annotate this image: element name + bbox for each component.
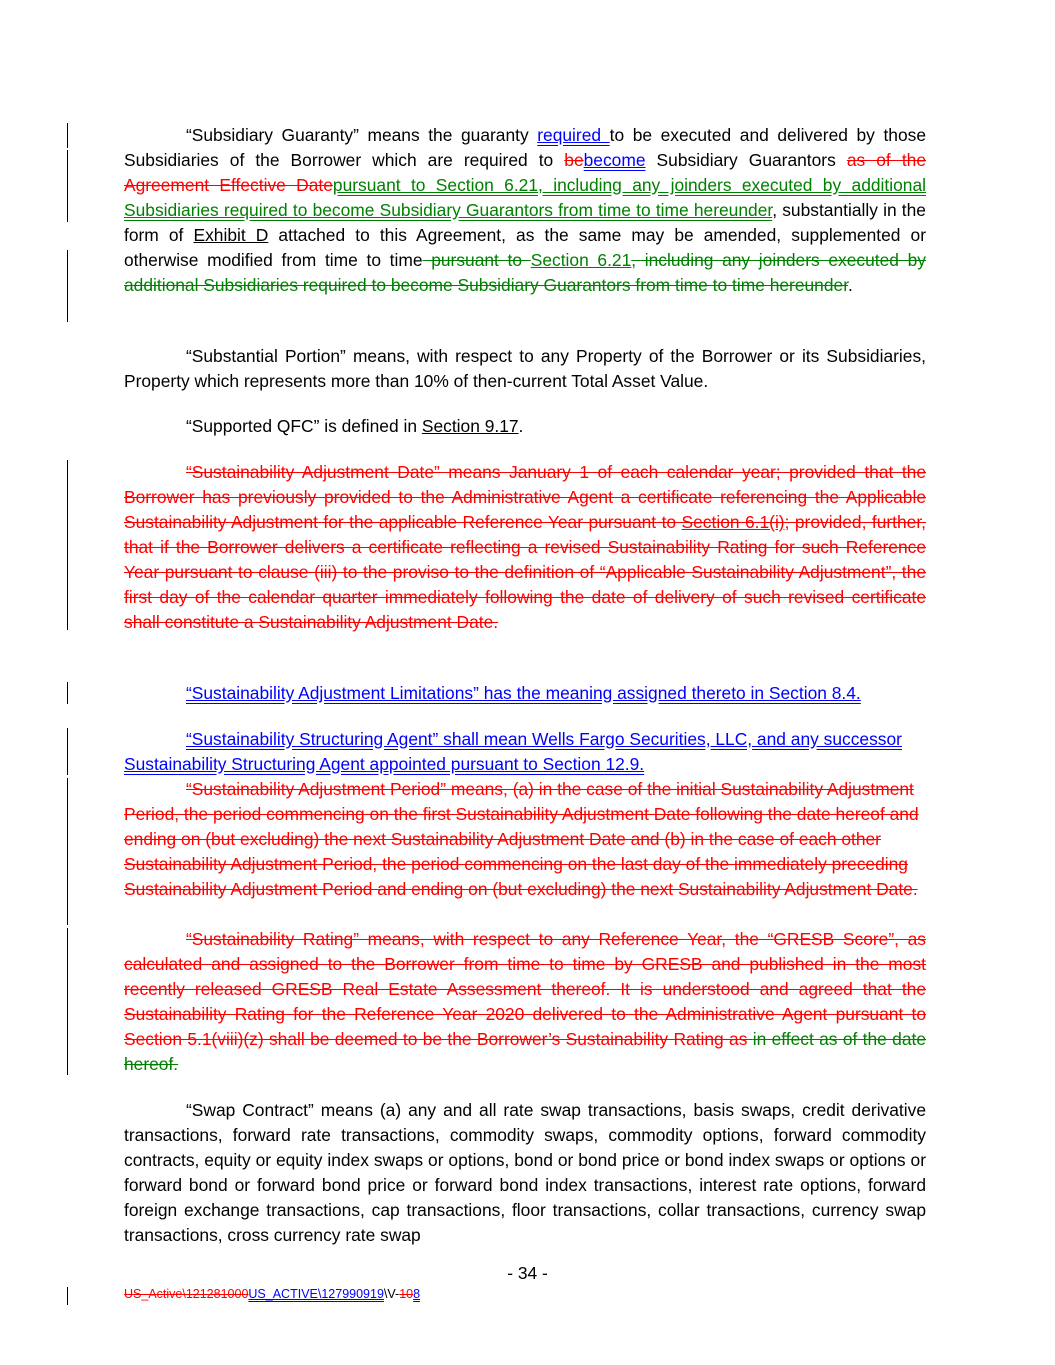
- inserted-text: become: [583, 150, 646, 170]
- definition-swap-contract: “Swap Contract” means (a) any and all rate swap transactions, basis swaps, credit derivative transactions, forward rate transactions, commodity swaps, commodity options, forward commodity contracts, equity or equity index swaps or options, bond or bond price or bond index swaps or options or forward bond or forward bond price or forward bond index transactions, interest rate options, forward foreign exchange transactions, cap transactions, floor transactions, collar transactions, currency swap transactions, cross currency rate swap: [124, 1100, 926, 1245]
- inserted-text: required: [537, 125, 610, 145]
- section-reference: Section 9.17: [421, 416, 519, 436]
- definition-substantial-portion: “Substantial Portion” means, with respect to any Property of the Borrower or its Subsidiaries, Property which represents more than 10% of then-current Total Asset Value.: [124, 346, 926, 391]
- moved-from-text: pursuant to: [422, 250, 531, 270]
- moved-from-section-reference: Section 6.21: [530, 250, 632, 270]
- definition-sustainability-adjustment-date: [124, 460, 926, 635]
- deleted-text: ; provided, further, that if the Borrower delivers a certificate reflecting a revised Sustainability Rating for such Reference Year pursuant to clause (iii) to the proviso to the definition of “Applicable Sustainability Adjustment”, the first day of the calendar quarter immediately following the date of delivery of such revised certificate shall constitute a Sustainability Adjustment Date.: [124, 512, 927, 632]
- text: .: [848, 275, 853, 295]
- text: .: [518, 416, 524, 436]
- deleted-text: “Sustainability Adjustment Date” means January 1 of each calendar year; provided that the Borrower has previously provided to the Administrative Agent a certificate referencing the Applicable Sustainability Adjustment for the applicable Reference Year pursuant to: [124, 462, 926, 532]
- change-bar: [67, 460, 68, 630]
- section-reference: Section 6.1(i): [681, 512, 785, 532]
- text: , substantially in the form of: [124, 200, 926, 245]
- doc-version-separator: \V-: [383, 1287, 400, 1301]
- inserted-version: 8: [413, 1287, 421, 1301]
- moved-to-text: pursuant to Section 6.21, including any joinders executed by additional Subsidiaries required to become Subsidiary Guarantors from time to time hereunder: [124, 175, 926, 220]
- text: “Subsidiary Guaranty” means the guaranty: [186, 125, 538, 145]
- deleted-doc-id: US_Active\121281000: [124, 1287, 249, 1301]
- change-bar: [67, 150, 68, 222]
- moved-from-text: in effect as of the date hereof.: [124, 1029, 927, 1074]
- change-bar: [67, 928, 68, 1075]
- deleted-text: “Sustainability Rating” means, with respect to any Reference Year, the “GRESB Score”, as calculated and assigned to the Borrower from time to time by GRESB and published in the most recently released GRESB Real Estate Assessment thereof. It is understood and agreed that the Sustainability Rating for the Reference Year 2020 delivered to the Administrative Agent pursuant to Section 5.1(viii)(z) shall be deemed to be the Borrower’s Sustainability Rating as: [124, 929, 926, 1049]
- definition-subsidiary-guaranty: [124, 123, 926, 298]
- exhibit-reference: Exhibit D: [193, 225, 269, 245]
- change-bar: [67, 123, 68, 148]
- deleted-text: as of the Agreement Effective Date: [124, 150, 926, 195]
- change-bar: [67, 682, 68, 704]
- text: “Supported QFC” is defined in: [186, 416, 422, 436]
- deleted-version: 10: [399, 1287, 414, 1301]
- change-bar: [67, 728, 68, 775]
- definition-supported-qfc: [124, 414, 926, 439]
- document-footer-id: [124, 1286, 420, 1302]
- text: attached to this Agreement, as the same may be amended, supplemented or otherwise modified from time to time: [124, 225, 927, 270]
- change-bar: [67, 250, 68, 322]
- text: Subsidiary Guarantors: [645, 150, 847, 170]
- inserted-doc-id: US_ACTIVE\127990919: [248, 1287, 384, 1301]
- definition-sustainability-adjustment-limitations: “Sustainability Adjustment Limitations” has the meaning assigned thereto in Section 8.4.: [186, 683, 861, 703]
- change-bar: [67, 1287, 68, 1305]
- definition-sustainability-rating: [124, 927, 926, 1077]
- definition-sustainability-adjustment-period: “Sustainability Adjustment Period” means, (a) in the case of the initial Sustainability Adjustment Period, the period commencing on the first Sustainability Adjustment Date following the date hereof and ending on (but excluding) the next Sustainability Adjustment Date and (b) in the case of each other Sustainability Adjustment Period, the period commencing on the last day of the immediately preceding Sustainability Adjustment Period and ending on (but excluding) the next Sustainability Adjustment Date.: [124, 779, 919, 899]
- page-number: - 34 -: [507, 1263, 548, 1283]
- moved-from-text: , including any joinders executed by additional Subsidiaries required to become Subsidiary Guarantors from time to time hereunder: [124, 250, 926, 295]
- text: to be executed and delivered by those Subsidiaries of the Borrower which are required to: [124, 125, 926, 170]
- deleted-text: be: [564, 150, 584, 170]
- definition-sustainability-structuring-agent: “Sustainability Structuring Agent” shall mean Wells Fargo Securities, LLC, and any successor Sustainability Structuring Agent appointed pursuant to Section 12.9.: [124, 729, 902, 774]
- change-bar: [67, 778, 68, 925]
